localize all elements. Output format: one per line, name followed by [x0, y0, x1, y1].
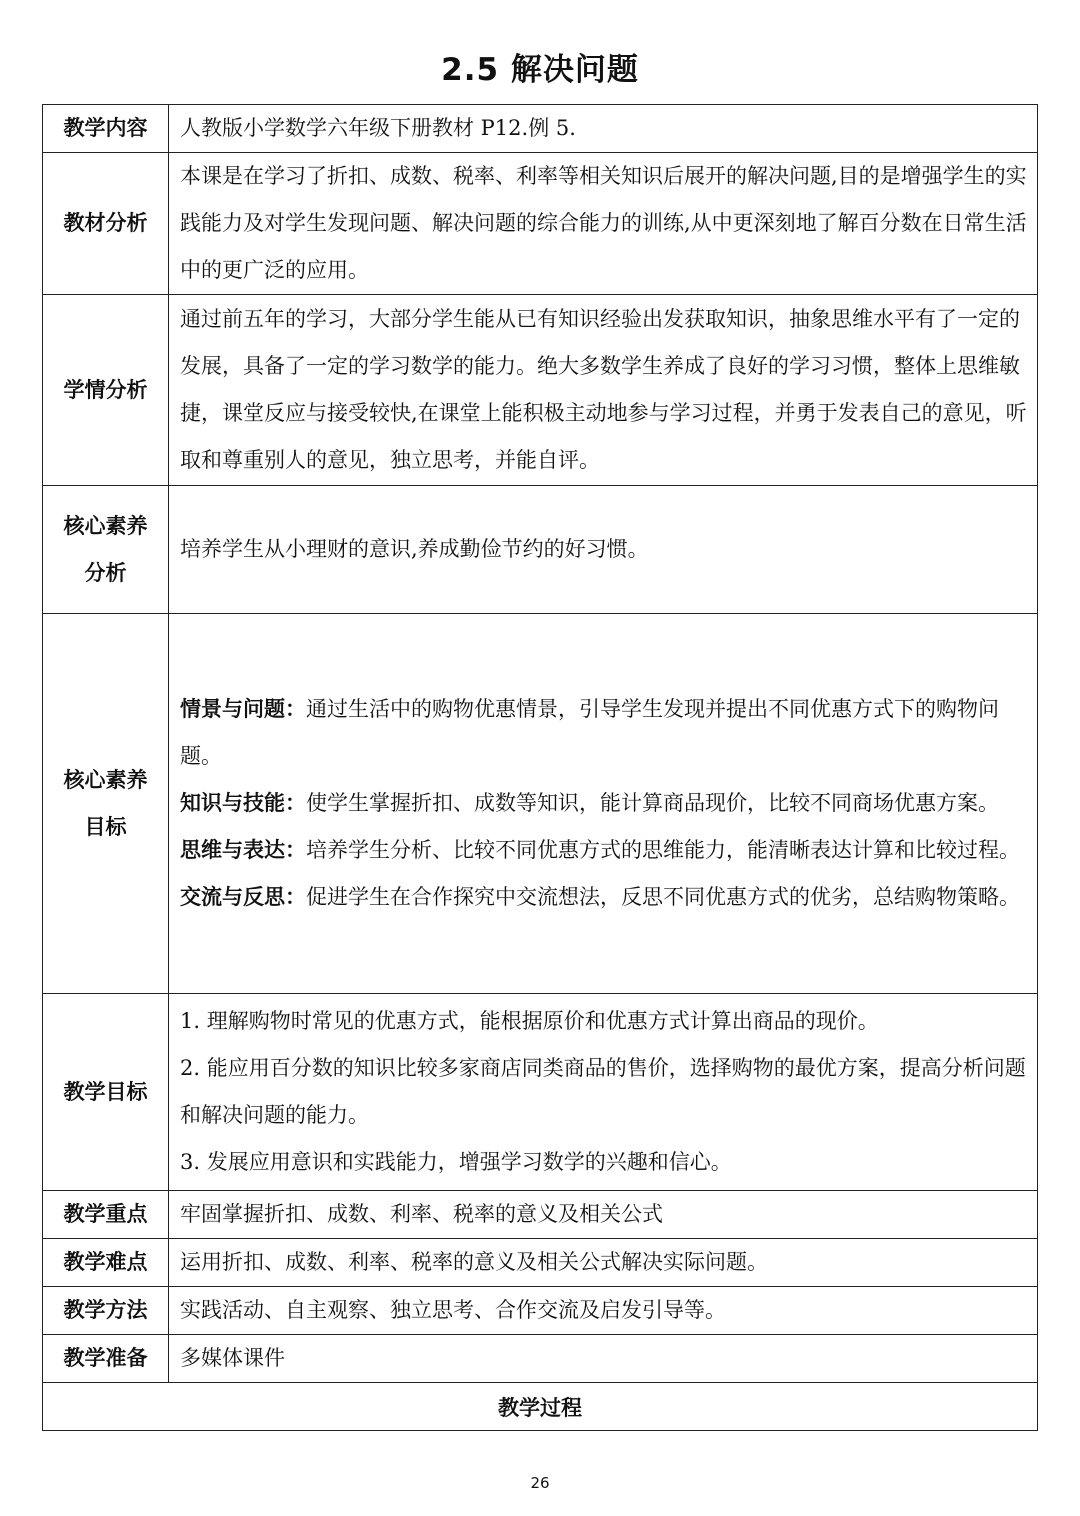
value-core-analysis: 培养学生从小理财的意识,养成勤俭节约的好习惯。 — [169, 486, 1038, 614]
row-core-goals — [43, 614, 1038, 994]
teaching-goal-item: 1. 理解购物时常见的优惠方式，能根据原价和优惠方式计算出商品的现价。 — [180, 1009, 879, 1033]
label-material-analysis: 教材分析 — [43, 153, 169, 295]
core-goal-text: 使学生掌握折扣、成数等知识，能计算商品现价，比较不同商场优惠方案。 — [306, 791, 999, 815]
core-goal-heading: 交流与反思： — [180, 885, 306, 909]
core-goal-heading: 知识与技能： — [180, 791, 306, 815]
row-core-analysis — [43, 486, 1038, 614]
label-core-goals — [43, 614, 169, 994]
core-goal-heading: 思维与表达： — [180, 838, 306, 862]
teaching-goal-item: 3. 发展应用意识和实践能力，增强学习数学的兴趣和信心。 — [180, 1150, 732, 1174]
label-teaching-method: 教学方法 — [43, 1287, 169, 1335]
core-goal-text: 培养学生分析、比较不同优惠方式的思维能力，能清晰表达计算和比较过程。 — [306, 838, 1020, 862]
core-goal-item — [180, 686, 1027, 780]
row-difficult-points — [43, 1239, 1038, 1287]
core-goal-heading: 情景与问题： — [180, 697, 306, 721]
value-teaching-method: 实践活动、自主观察、独立思考、合作交流及启发引导等。 — [169, 1287, 1038, 1335]
core-goal-item — [180, 780, 1027, 827]
row-teaching-method — [43, 1287, 1038, 1335]
label-student-analysis: 学情分析 — [43, 295, 169, 486]
page-title: 2.5 解决问题 — [441, 52, 639, 88]
label-core-analysis — [43, 486, 169, 614]
row-student-analysis — [43, 295, 1038, 486]
label-key-points: 教学重点 — [43, 1191, 169, 1239]
label-core-goals-line1: 核心素养 — [63, 767, 148, 792]
value-material-analysis: 本课是在学习了折扣、成数、税率、利率等相关知识后展开的解决问题,目的是增强学生的实践能力及对学生发现问题、解决问题的综合能力的训练,从中更深刻地了解百分数在日常生活中的更广泛的应用。 — [169, 153, 1038, 295]
teaching-process-heading: 教学过程 — [43, 1383, 1038, 1431]
value-student-analysis: 通过前五年的学习，大部分学生能从已有知识经验出发获取知识，抽象思维水平有了一定的发展，具备了一定的学习数学的能力。绝大多数学生养成了良好的学习习惯，整体上思维敏捷，课堂反应与接受较快,在课堂上能积极主动地参与学习过程，并勇于发表自己的意见，听取和尊重别人的意见，独立思考，并能自评。 — [169, 295, 1038, 486]
value-difficult-points: 运用折扣、成数、利率、税率的意义及相关公式解决实际问题。 — [169, 1239, 1038, 1287]
label-core-goals-line2: 目标 — [84, 814, 127, 839]
label-teaching-prep: 教学准备 — [43, 1335, 169, 1383]
lesson-plan-table — [42, 104, 1038, 1431]
core-goal-text: 通过生活中的购物优惠情景，引导学生发现并提出不同优惠方式下的购物问题。 — [180, 697, 999, 768]
value-core-goals — [169, 614, 1038, 994]
row-teaching-content — [43, 105, 1038, 153]
row-teaching-prep — [43, 1335, 1038, 1383]
core-goal-item — [180, 874, 1027, 921]
label-core-analysis-line1: 核心素养 — [63, 513, 148, 538]
teaching-goal-item: 2. 能应用百分数的知识比较多家商店同类商品的售价，选择购物的最优方案，提高分析问题和解决问题的能力。 — [180, 1056, 1026, 1127]
value-key-points: 牢固掌握折扣、成数、利率、税率的意义及相关公式 — [169, 1191, 1038, 1239]
label-teaching-content: 教学内容 — [43, 105, 169, 153]
page-number: 26 — [530, 1474, 550, 1492]
core-goal-item — [180, 827, 1027, 874]
label-teaching-goals: 教学目标 — [43, 994, 169, 1191]
label-core-analysis-line2: 分析 — [84, 560, 127, 585]
value-teaching-goals — [169, 994, 1038, 1191]
row-teaching-process — [43, 1383, 1038, 1431]
row-teaching-goals — [43, 994, 1038, 1191]
label-difficult-points: 教学难点 — [43, 1239, 169, 1287]
value-teaching-content: 人教版小学数学六年级下册教材 P12.例 5. — [169, 105, 1038, 153]
row-key-points — [43, 1191, 1038, 1239]
core-goal-text: 促进学生在合作探究中交流想法，反思不同优惠方式的优劣，总结购物策略。 — [306, 885, 1020, 909]
row-material-analysis — [43, 153, 1038, 295]
value-teaching-prep: 多媒体课件 — [169, 1335, 1038, 1383]
